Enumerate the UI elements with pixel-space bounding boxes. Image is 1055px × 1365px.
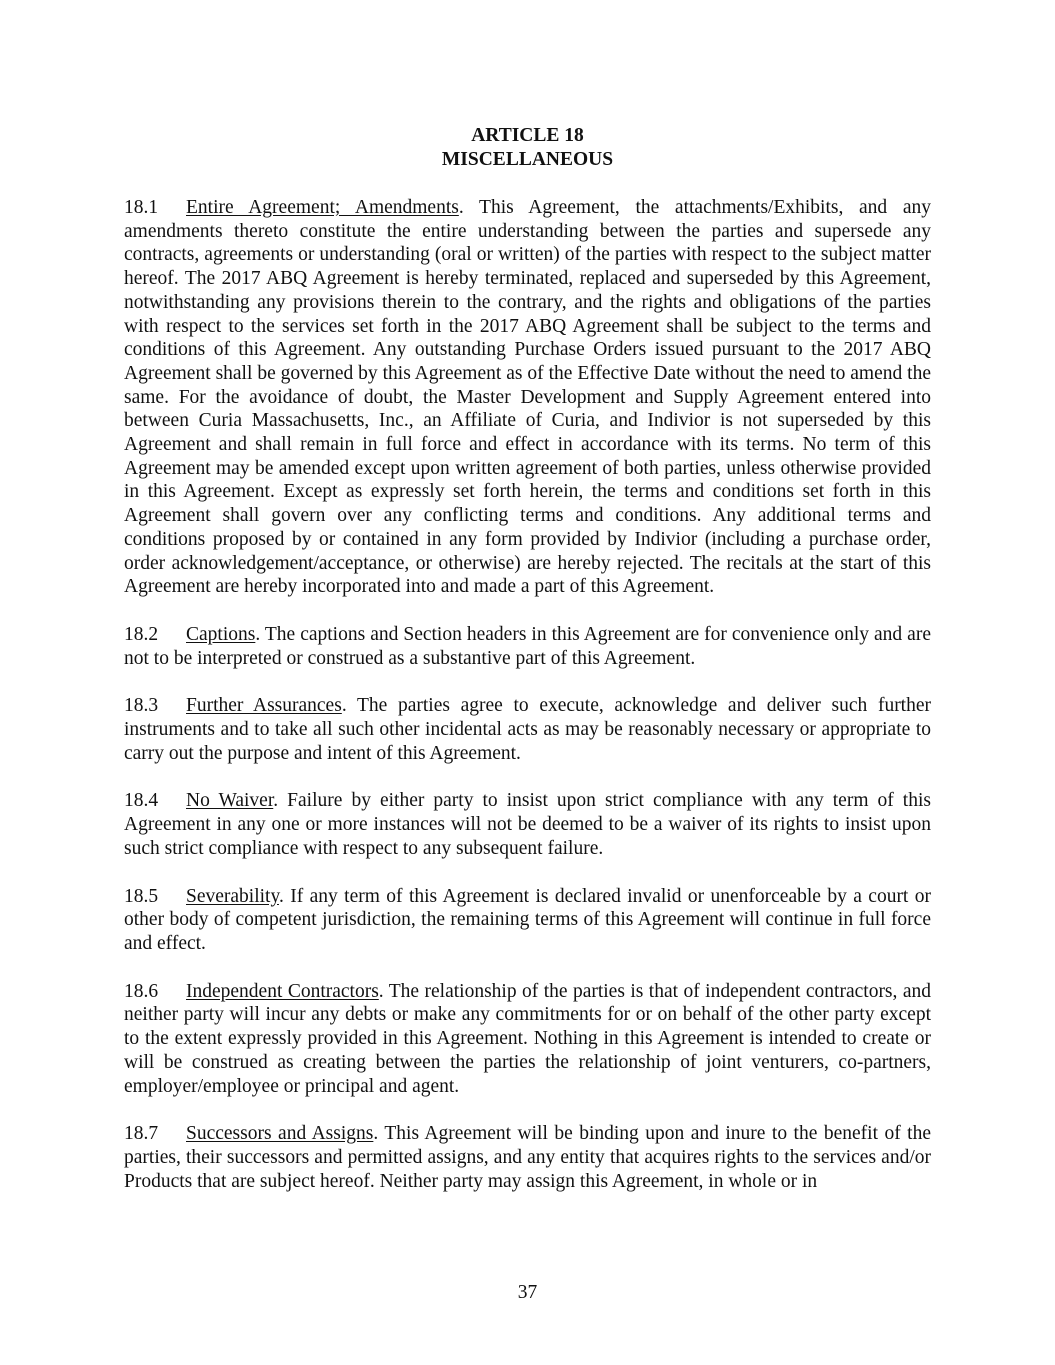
section-title: Successors and Assigns xyxy=(186,1123,374,1145)
section-body: . If any term of this Agreement is declared invalid or unenforceable by a court or other body of competent jurisdiction, the remaining terms of this Agreement will continue in full force and effect. xyxy=(124,885,931,954)
section-number: 18.3 xyxy=(124,695,159,717)
section-number: 18.4 xyxy=(124,790,159,812)
section-body: . This Agreement will be binding upon and inure to the benefit of the parties, their successors and permitted assigns, and any entity that acquires rights to the services and/or Products that are subject hereof. Neither party may assign this Agreement, in whole or in xyxy=(124,1123,932,1192)
section-title: Independent Contractors xyxy=(186,980,379,1002)
section-number: 18.5 xyxy=(124,885,159,907)
section-body: . Failure by either party to insist upon strict compliance with any term of this Agreement in any one or more instances will not be deemed to be a waiver of its rights to insist upon such strict compliance with respect to any subsequent failure. xyxy=(124,790,931,859)
section-title: Entire Agreement; Amendments xyxy=(186,197,459,218)
section-body: . The relationship of the parties is that of independent contractors, and neither party will incur any debts or make any commitments for or on behalf of the other party except to the extent expressly provided in this Agreement. Nothing in this Agreement is intended to create or will be construed as creating between the parties the relationship of joint venturers, co-partners, employer/employee or principal and agent. xyxy=(124,980,931,1097)
section-18-4 xyxy=(124,789,931,860)
section-title: Further Assurances xyxy=(186,695,342,717)
section-18-3 xyxy=(124,694,931,765)
section-title: Severability xyxy=(186,885,279,907)
section-18-2 xyxy=(124,623,931,670)
article-number: ARTICLE 18 xyxy=(471,125,584,146)
document-page xyxy=(124,124,931,1193)
page-number: 37 xyxy=(517,1282,538,1303)
section-title: No Waiver xyxy=(186,790,274,812)
section-18-6 xyxy=(124,980,931,1099)
section-title: Captions xyxy=(186,623,256,645)
section-body: . The captions and Section headers in this Agreement are for convenience only and are not to be interpreted or construed as a substantive part of this Agreement. xyxy=(124,623,931,669)
section-number: 18.7 xyxy=(124,1123,159,1145)
section-number: 18.1 xyxy=(124,197,159,218)
section-body: . The parties agree to execute, acknowledge and deliver such further instruments and to take all such other incidental acts as may be reasonably necessary or appropriate to carry out the purpose and intent of this Agreement. xyxy=(124,695,931,764)
section-number: 18.2 xyxy=(124,623,159,645)
section-number: 18.6 xyxy=(124,980,159,1002)
section-18-5 xyxy=(124,885,931,956)
section-body: . This Agreement, the attachments/Exhibits, and any amendments thereto constitute the entire understanding between the parties and supersede any contracts, agreements or understanding (oral or written) of the parties with respect to the subject matter hereof. The 2017 ABQ Agreement is hereby terminated, replaced and superseded by this Agreement, notwithstanding any provisions therein to the contrary, and the rights and obligations of the parties with respect to the services set forth in the 2017 ABQ Agreement shall be subject to the terms and conditions of this Agreement. Any outstanding Purchase Orders issued pursuant to the 2017 ABQ Agreement shall be governed by this Agreement as of the Effective Date without the need to amend the same. For the avoidance of doubt, the Master Development and Supply Agreement entered into between Curia Massachusetts, Inc., an Affiliate of Curia, and Indivior is not superseded by this Agreement and shall remain in full force and effect in accordance with its terms. No term of this Agreement may be amended except upon written agreement of both parties, unless otherwise provided in this Agreement. Except as expressly set forth herein, the terms and conditions set forth in this Agreement shall govern over any conflicting terms and conditions. Any additional terms and conditions proposed by or contained in any form provided by Indivior (including a purchase order, order acknowledgement/acceptance, or otherwise) are hereby rejected. The recitals at the start of this Agreement are hereby incorporated into and made a part of this Agreement. xyxy=(124,197,931,598)
section-18-1 xyxy=(124,196,931,599)
section-18-7 xyxy=(124,1122,931,1193)
article-title: MISCELLANEOUS xyxy=(441,149,614,170)
